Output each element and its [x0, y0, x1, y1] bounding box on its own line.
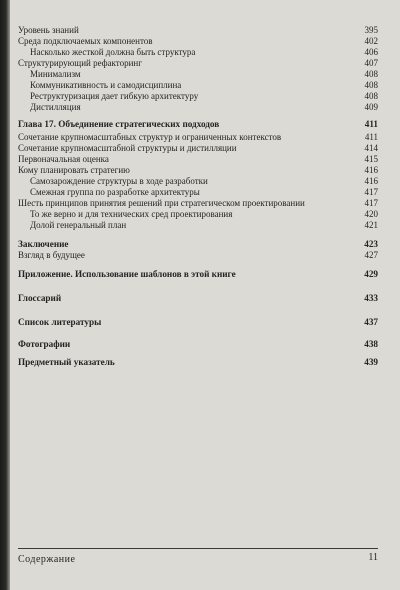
toc-entry-page: 421 [364, 220, 378, 230]
toc-entry-page: 417 [364, 187, 378, 197]
toc-entry-title: Минимализм [30, 69, 81, 79]
toc-entry-page: 408 [364, 91, 378, 101]
toc-entry-page: 414 [364, 143, 378, 153]
toc-heading [18, 356, 378, 368]
toc-entry-title: Глоссарий [18, 293, 62, 303]
toc-entry-page: 406 [364, 47, 378, 57]
toc-entry-title: Шесть принципов принятия решений при стратегическом проектировании [18, 198, 305, 208]
toc-entry-title: Взгляд в будущее [18, 250, 85, 260]
toc-entry-page: 439 [364, 357, 378, 367]
toc-heading [18, 338, 378, 350]
toc-entry-page: 408 [364, 80, 378, 90]
toc-entry-title: Фотографии [18, 339, 71, 349]
toc-entry-page: 407 [364, 58, 378, 68]
toc-entry-title: Глава 17. Объединение стратегических подходов [18, 119, 220, 129]
toc-entry-page: 420 [364, 209, 378, 219]
toc-entry-page: 433 [364, 293, 378, 303]
toc-entry-title: Дистилляция [30, 102, 81, 112]
toc-entry-title: Предметный указатель [18, 357, 115, 367]
book-page [10, 0, 400, 590]
toc-entry-title: Среда подключаемых компонентов [18, 36, 153, 46]
toc-entry-title: Структурирующий рефакторинг [18, 58, 142, 68]
toc-entry-title: Заключение [18, 239, 69, 249]
toc-entry [18, 219, 378, 231]
toc-entry-title: Долой генеральный план [30, 220, 127, 230]
toc-entry-page: 409 [364, 102, 378, 112]
toc-entry-page: 438 [364, 339, 378, 349]
toc-entry [18, 249, 378, 261]
footer-rule [18, 548, 378, 549]
toc-entry-title: Реструктуризация дает гибкую архитектуру [30, 91, 199, 101]
toc-entry-page: 415 [364, 154, 378, 164]
toc-entry-title: Коммуникативность и самодисциплина [30, 80, 182, 90]
toc-entry-title: Смежная группа по разработке архитектуры [30, 187, 200, 197]
toc-heading [18, 268, 378, 280]
toc-entry-page: 427 [364, 250, 378, 260]
toc-entry-title: Насколько жесткой должна быть структура [30, 47, 196, 57]
toc-entry-title: Кому планировать стратегию [18, 165, 130, 175]
toc-entry-page: 416 [364, 176, 378, 186]
toc-heading [18, 118, 378, 130]
toc-entry-page: 402 [364, 36, 378, 46]
footer-page-number: 11 [368, 552, 378, 563]
toc-heading [18, 316, 378, 328]
toc-entry-title: Первоначальная оценка [18, 154, 109, 164]
toc-entry-title: Приложение. Использование шаблонов в этой книге [18, 269, 236, 279]
toc-entry-title: Уровень знаний [18, 25, 79, 35]
toc-entry-title: Самозарождение структуры в ходе разработки [30, 176, 208, 186]
toc-entry-page: 408 [364, 69, 378, 79]
toc-entry-page: 411 [364, 119, 378, 129]
toc-entry-title: Сочетание крупномасштабных структур и ограниченных контекстов [18, 132, 282, 142]
toc-entry-page: 437 [364, 317, 378, 327]
footer-section-title: Содержание [18, 554, 76, 565]
toc-entry-title: То же верно и для технических сред проектирования [30, 209, 233, 219]
toc-entry [18, 101, 378, 113]
toc-heading [18, 292, 378, 304]
toc-entry-page: 423 [364, 239, 378, 249]
toc-entry-page: 417 [364, 198, 378, 208]
toc-entry-page: 395 [364, 25, 378, 35]
toc-entry-page: 416 [364, 165, 378, 175]
toc-entry-page: 411 [364, 132, 378, 142]
toc-entry-title: Список литературы [18, 317, 102, 327]
toc-entry-title: Сочетание крупномасштабной структуры и дистилляции [18, 143, 237, 153]
toc-entry-page: 429 [364, 269, 378, 279]
